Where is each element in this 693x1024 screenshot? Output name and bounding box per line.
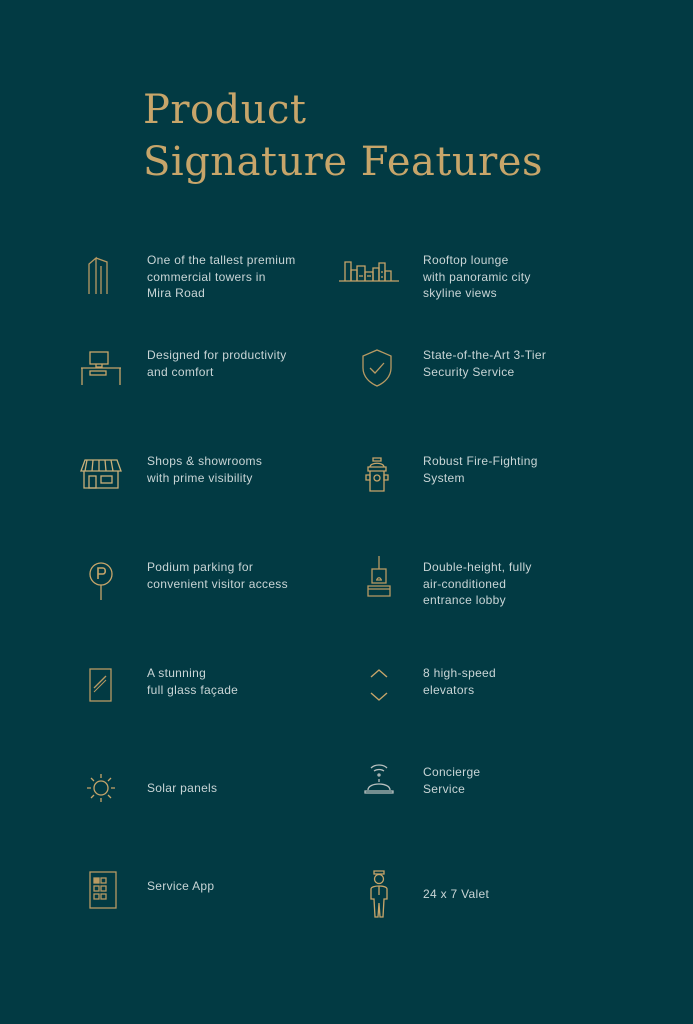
- feature-label: Shops & showrooms with prime visibility: [147, 454, 263, 485]
- feature-label: One of the tallest premium commercial towers in Mira Road: [147, 253, 296, 300]
- skyline-icon: [355, 252, 399, 312]
- lobby-icon: [355, 559, 399, 619]
- feature-label: Robust Fire-Fighting System: [423, 454, 538, 485]
- feature-label: Service App: [147, 879, 215, 893]
- feature-label: State-of-the-Art 3-Tier Security Service: [423, 348, 547, 379]
- shield-icon: [355, 347, 399, 407]
- feature-concierge: [355, 762, 635, 832]
- valet-icon: [355, 869, 399, 929]
- feature-label: Designed for productivity and comfort: [147, 348, 287, 379]
- feature-elevators: [355, 665, 635, 735]
- desk-icon: [79, 347, 123, 407]
- feature-valet: [355, 869, 635, 939]
- feature-glass-facade: [79, 665, 359, 735]
- feature-shops: [79, 453, 359, 523]
- feature-entrance-lobby: [355, 559, 635, 629]
- feature-label: A stunning full glass façade: [147, 666, 239, 697]
- tower-icon: [79, 252, 123, 312]
- feature-label: 24 x 7 Valet: [423, 887, 490, 901]
- feature-label: Solar panels: [147, 781, 218, 795]
- feature-label: 8 high-speed elevators: [423, 666, 496, 697]
- title-line-2: Signature Features: [143, 139, 543, 185]
- fire-hydrant-icon: [355, 453, 399, 513]
- feature-label: Rooftop lounge with panoramic city skyline views: [423, 253, 531, 300]
- feature-label: Concierge Service: [423, 765, 481, 796]
- elevator-icon: [355, 665, 399, 725]
- feature-solar-panels: [79, 762, 359, 832]
- feature-productivity: [79, 347, 359, 417]
- title-line-1: Product: [143, 87, 307, 133]
- parking-icon: [79, 559, 123, 619]
- feature-fire-fighting: [355, 453, 635, 523]
- feature-service-app: [79, 869, 359, 939]
- feature-security: [355, 347, 635, 417]
- shop-icon: [79, 453, 123, 513]
- feature-label: Double-height, fully air-conditioned entrance lobby: [423, 560, 532, 607]
- feature-tallest-tower: [79, 252, 359, 322]
- page-title: [143, 84, 543, 188]
- feature-podium-parking: [79, 559, 359, 629]
- sun-icon: [79, 770, 123, 830]
- app-icon: [79, 869, 123, 929]
- feature-rooftop-lounge: [355, 252, 635, 322]
- concierge-bell-icon: [355, 762, 399, 822]
- feature-label: Podium parking for convenient visitor access: [147, 560, 288, 591]
- glass-facade-icon: [79, 665, 123, 725]
